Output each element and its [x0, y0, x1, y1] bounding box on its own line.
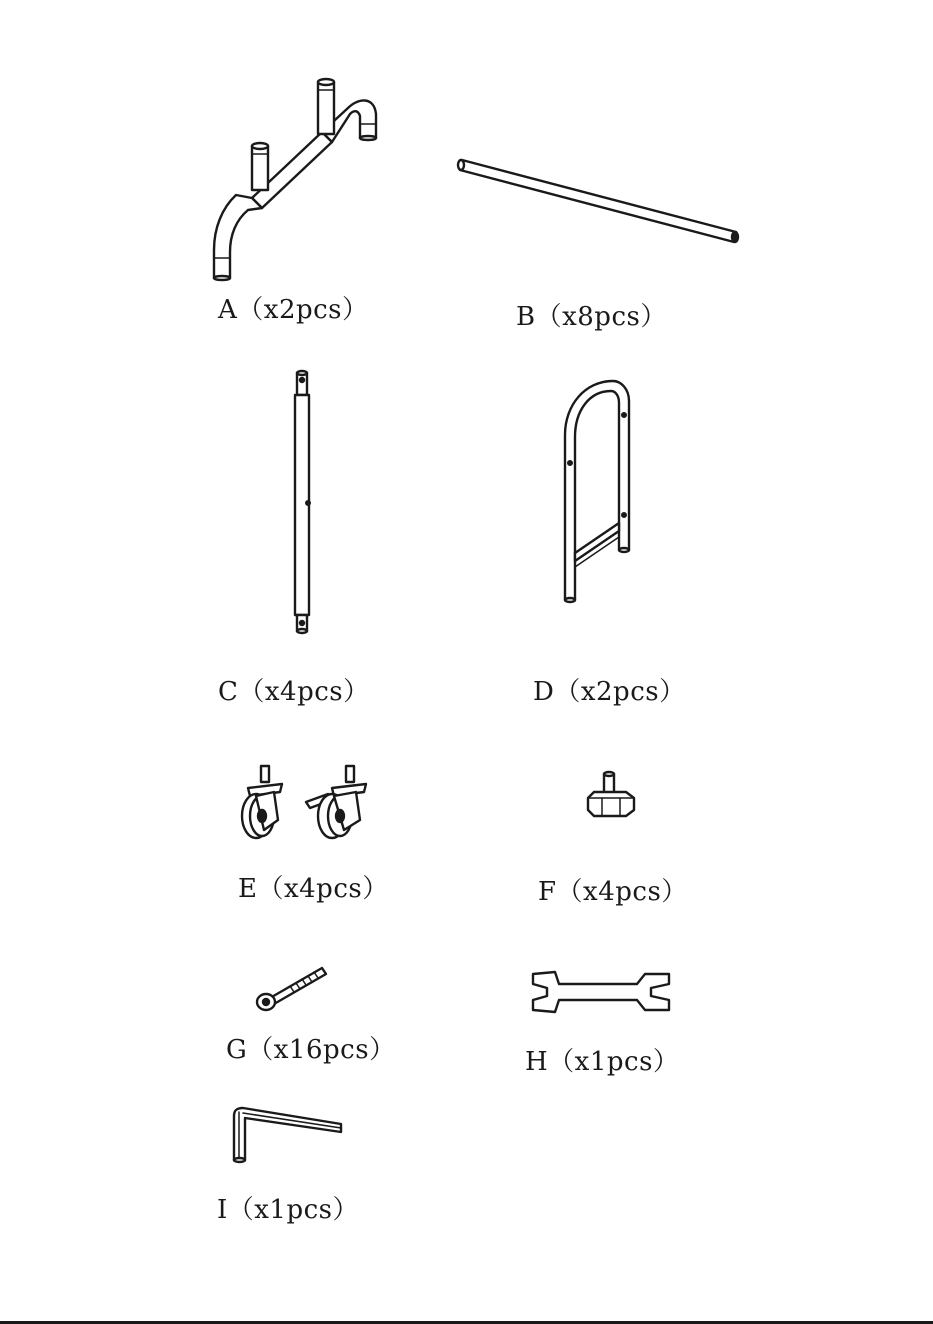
straight-rod-icon [450, 150, 750, 250]
allen-key-icon [225, 1100, 350, 1170]
part-i-label: I（x1pcs） [217, 1195, 360, 1225]
open-wrench-icon [525, 962, 675, 1022]
part-b-label: B（x8pcs） [516, 302, 667, 332]
screw-bolt-icon [250, 960, 340, 1020]
part-c-label: C（x4pcs） [218, 677, 370, 707]
leveling-foot-icon [582, 768, 642, 823]
part-e-label: E（x4pcs） [238, 874, 389, 904]
part-g-label: G（x16pcs） [226, 1035, 396, 1065]
part-f-label: F（x4pcs） [538, 877, 688, 907]
tube-base-frame-icon [200, 70, 400, 290]
part-d-label: D（x2pcs） [533, 677, 686, 707]
part-h-label: H（x1pcs） [525, 1047, 680, 1077]
upright-pole-icon [280, 365, 330, 645]
caster-wheels-icon [220, 760, 370, 845]
side-frame-icon [555, 375, 645, 610]
part-a-label: A（x2pcs） [218, 295, 369, 325]
